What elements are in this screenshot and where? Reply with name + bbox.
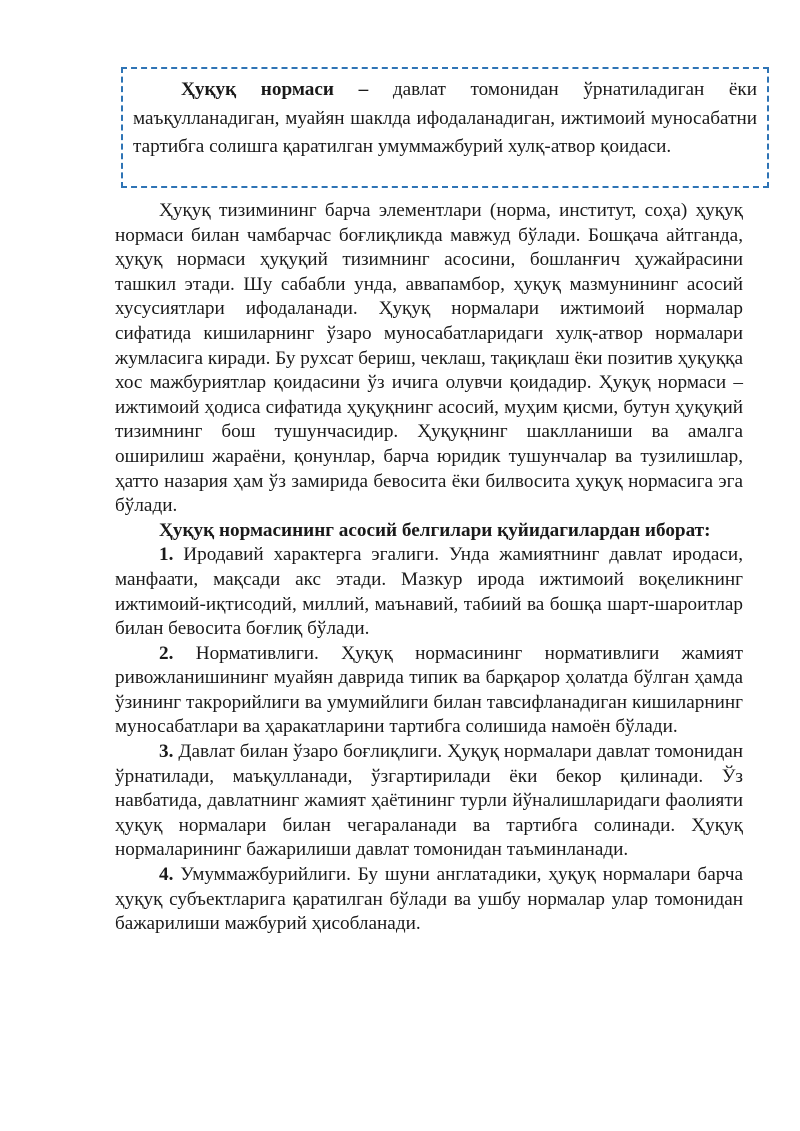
feature-item	[115, 740, 743, 863]
feature-number: 2.	[159, 642, 174, 664]
feature-item	[115, 543, 743, 641]
feature-text: Давлат билан ўзаро боғлиқлиги. Ҳуқуқ нормалари давлат томонидан ўрнатилади, маъқулланади, ўзгартирилади ёки бекор қилинади. Ўз навбатида, давлатнинг жамият ҳаётининг турли йўналишларидаги фаолияти ҳуқуқ нормалари билан чегараланади ва тартибга солинади. Ҳуқуқ нормаларининг бажарилиши давлат томонидан таъминланади.	[115, 741, 743, 861]
feature-item	[115, 642, 743, 740]
feature-number: 4.	[159, 864, 174, 886]
feature-text: Умуммажбурийлиги. Бу шуни англатадики, ҳуқуқ нормалари барча ҳуқуқ субъектларига қаратилган бўлади ва ушбу нормалар улар томонидан бажарилиши мажбурий ҳисобланади.	[115, 864, 743, 935]
definition-text	[133, 76, 757, 162]
feature-number: 3.	[159, 741, 174, 763]
feature-text: Нормативлиги. Ҳуқуқ нормасининг нормативлиги жамият ривожланишининг муайян даврида типик ва барқарор ҳолатда бўлган ҳамда ўзининг такрорийлиги ва умумийлиги билан тавсифланадиган кишиларнинг муносабатлари ва ҳаракатларини тартибга солишида намоён бўлади.	[115, 642, 743, 738]
definition-body: давлат томонидан ўрнатиладиган ёки маъқулланадиган, муайян шаклда ифодаланадиган, ижтимоий муносабатни тартибга солишга қаратилган умуммажбурий хулқ-атвор қоидаси.	[133, 79, 757, 157]
feature-item	[115, 863, 743, 937]
definition-term: Ҳуқуқ нормаси –	[181, 79, 369, 100]
feature-text: Иродавий характерга эгалиги. Унда жамиятнинг давлат иродаси, манфаати, мақсади акс этади. Мазкур ирода ижтимоий воқеликнинг ижтимоий-иқтисодий, миллий, маънавий, табиий ва бошқа шарт-шароитлар билан бевосита боғлиқ бўлади.	[115, 544, 743, 640]
feature-number: 1.	[159, 544, 174, 566]
body-text	[115, 199, 743, 937]
intro-paragraph: Ҳуқуқ тизимининг барча элементлари (норма, институт, соҳа) ҳуқуқ нормаси билан чамбарчас боғлиқликда мавжуд бўлади. Бошқача айтганда, ҳуқуқ нормаси ҳуқуқий тизимнинг асосини, бошланғич ҳужайрасини ташкил этади. Шу сабабли унда, аввапамбор, ҳуқуқ мазмунининг асосий хусусиятлари ифодаланади. Ҳуқуқ нормалари ижтимоий нормалар сифатида кишиларнинг ўзаро муносабатларидаги хулқ-атвор нормалари жумласига киради. Бу рухсат бериш, чеклаш, тақиқлаш ёки позитив ҳуқуққа хос мажбуриятлар қоидасини ўз ичига олувчи қоидадир. Ҳуқуқ нормаси – ижтимоий ҳодиса сифатида ҳуқуқнинг асосий, муҳим қисми, бутун ҳуқуқий тизимнинг бош тушунчасидир. Ҳуқуқнинг шаклланиши ва амалга оширилиш жараёни, қонунлар, барча юридик тушунчалар ва тузилишлар, ҳатто назария ҳам ўз замирида бевосита ёки билвосита ҳуқуқ нормасига эга бўлади.	[115, 200, 743, 517]
features-heading: Ҳуқуқ нормасининг асосий белгилари қуйидагилардан иборат:	[159, 519, 711, 541]
definition-box	[121, 67, 769, 188]
